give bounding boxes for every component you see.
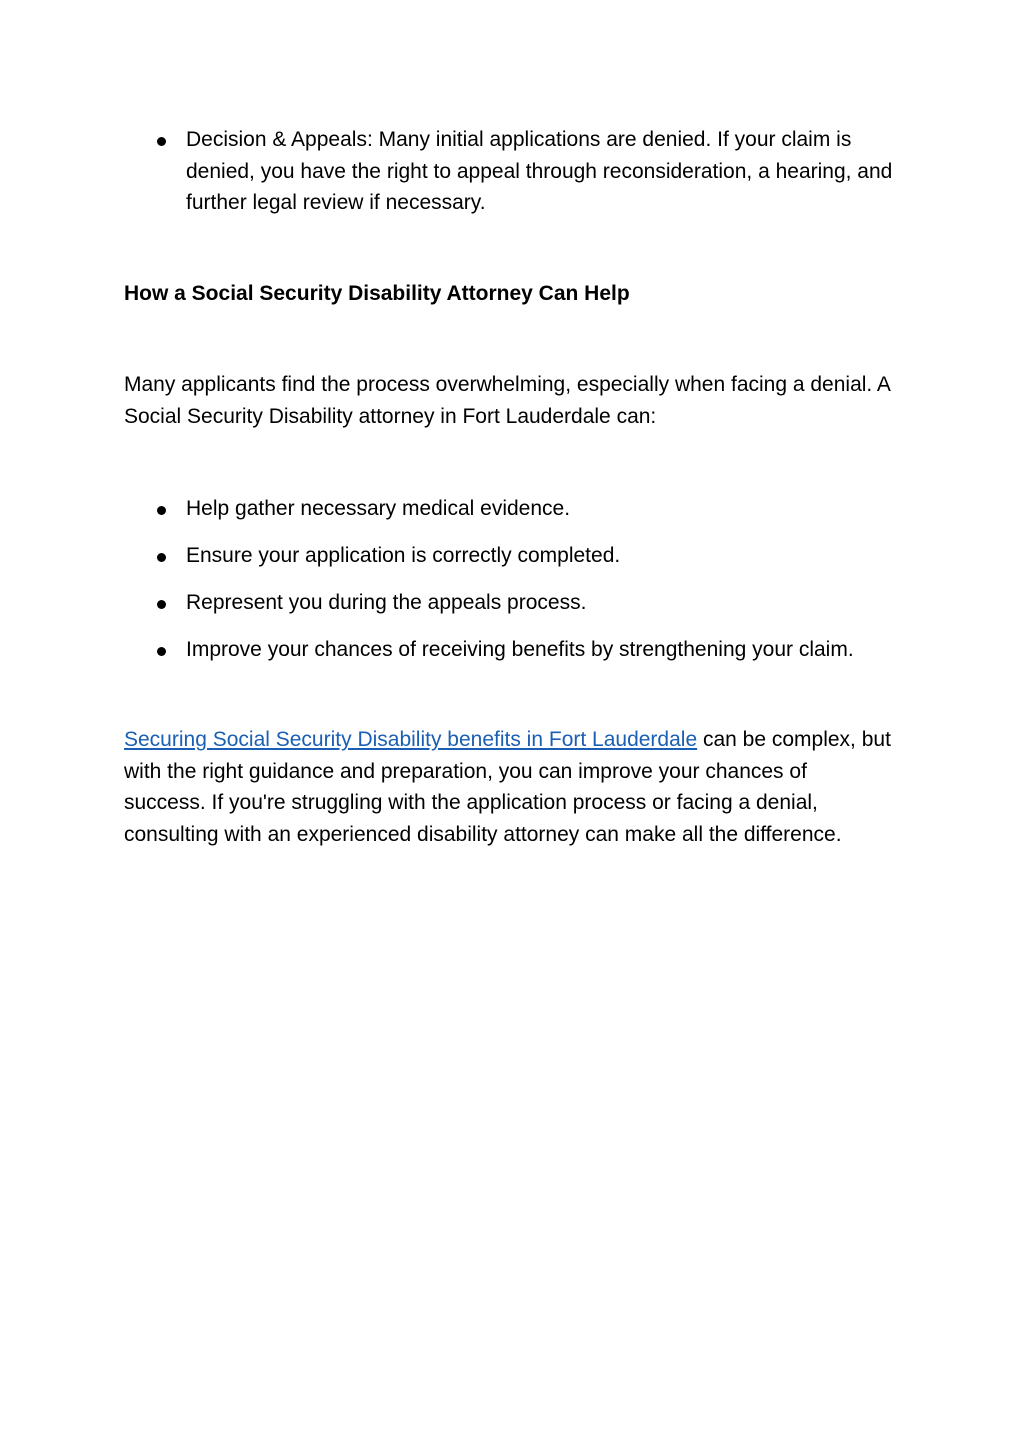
list-item xyxy=(124,493,894,525)
fort-lauderdale-benefits-link[interactable]: Securing Social Security Disability benefits in Fort Lauderdale xyxy=(124,728,698,751)
closing-text: can be complex, but with the right guidance and preparation, you can improve your chances of success. If you're struggling with the application process or facing a denial, consulting with an experienced disability attorney can make all the difference. xyxy=(124,728,891,846)
list-item xyxy=(124,540,894,572)
closing-paragraph xyxy=(124,724,894,850)
list-item-text: Ensure your application is correctly completed. xyxy=(186,544,621,567)
bullet-icon xyxy=(157,137,166,146)
bullet-icon xyxy=(157,647,166,656)
document-body xyxy=(124,124,894,846)
bullet-icon xyxy=(157,600,166,609)
list-item xyxy=(124,634,894,666)
intro-paragraph: Many applicants find the process overwhelming, especially when facing a denial. A Social Security Disability attorney in Fort Lauderdale can: xyxy=(124,373,890,428)
bullet-icon xyxy=(157,506,166,515)
decision-appeals-list xyxy=(124,124,894,219)
list-item-text: Represent you during the appeals process. xyxy=(186,591,587,614)
list-item xyxy=(124,587,894,619)
list-item-text: Improve your chances of receiving benefits by strengthening your claim. xyxy=(186,638,854,661)
list-item-text: Decision & Appeals: Many initial applications are denied. If your claim is denied, you have the right to appeal through reconsideration, a hearing, and further legal review if necessary. xyxy=(186,128,893,214)
attorney-help-list xyxy=(124,493,894,681)
list-item-text: Help gather necessary medical evidence. xyxy=(186,497,571,520)
section-heading: How a Social Security Disability Attorney Can Help xyxy=(124,282,630,305)
bullet-icon xyxy=(157,553,166,562)
list-item xyxy=(124,124,894,219)
